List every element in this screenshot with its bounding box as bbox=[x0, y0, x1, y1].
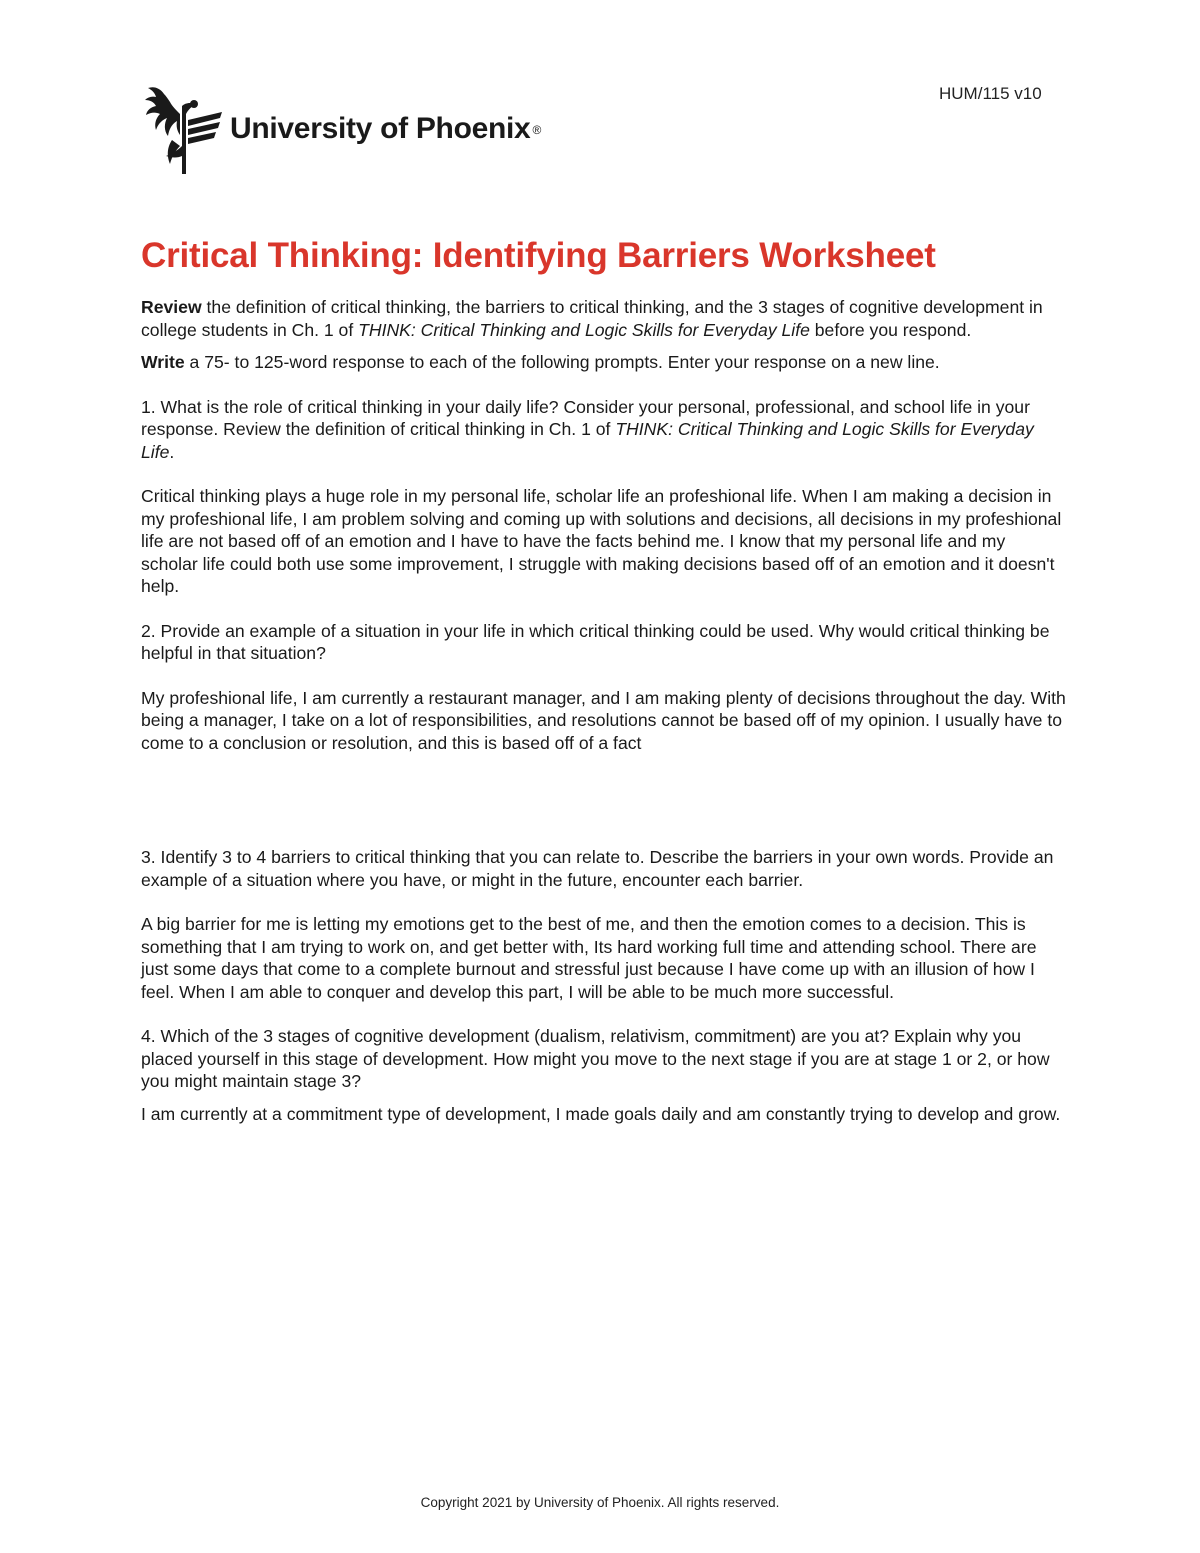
review-instruction: Review the definition of critical thinking, the barriers to critical thinking, and the 3 stages of cognitive development in college students in Ch. 1 of THINK: Critical Thinking and Logic Skills for Everyday Life before you respond. bbox=[141, 297, 1043, 340]
logo-wordmark: University of Phoenix ® bbox=[230, 112, 541, 145]
prompt-1: 1. What is the role of critical thinking in your daily life? Consider your personal, professional, and school life in your response. Review the definition of critical thinking in Ch. 1 of THINK: Critical Thinking and Logic Skills for Everyday Life. bbox=[141, 396, 1034, 462]
university-logo bbox=[142, 84, 541, 178]
response-4: I am currently at a commitment type of development, I made goals daily and am constantly trying to develop and grow. bbox=[141, 1103, 1061, 1124]
copyright-footer: Copyright 2021 by University of Phoenix. All rights reserved. bbox=[420, 1495, 780, 1510]
response-2: My profeshional life, I am currently a restaurant manager, and I am making plenty of decisions throughout the day. With being a manager, I take on a lot of responsibilities, and resolutions cannot be based off of my opinion. I usually have to come to a conclusion or resolution, and this is based off of a fact bbox=[141, 687, 1066, 753]
prompt-2: 2. Provide an example of a situation in your life in which critical thinking could be used. Why would critical thinking be helpful in that situation? bbox=[141, 620, 1050, 663]
phoenix-icon bbox=[142, 84, 224, 178]
prompt-4: 4. Which of the 3 stages of cognitive development (dualism, relativism, commitment) are you at? Explain why you placed yourself in this stage of development. How might you move to the next stage if you are at stage 1 or 2, or how you might maintain stage 3? bbox=[141, 1026, 1050, 1091]
response-1: Critical thinking plays a huge role in my personal life, scholar life an profeshional life. When I am making a decision in my profeshional life, I am problem solving and coming up with solutions and decisions, all decisions in my profeshional life are not based off of an emotion and I have to have the facts behind me. I know that my personal life and my scholar life could both use some improvement, I struggle with making decisions based off of an emotion and it doesn't help. bbox=[141, 486, 1062, 596]
prompt-3: 3. Identify 3 to 4 barriers to critical thinking that you can relate to. Describe the barriers in your own words. Provide an example of a situation where you have, or might in the future, encounter each barrier. bbox=[141, 847, 1054, 890]
write-instruction: Write a 75- to 125-word response to each of the following prompts. Enter your response on a new line. bbox=[141, 352, 940, 372]
worksheet-body bbox=[141, 296, 1066, 1125]
course-code: HUM/115 v10 bbox=[939, 84, 1042, 103]
worksheet-title: Critical Thinking: Identifying Barriers Worksheet bbox=[141, 236, 936, 275]
response-3: A big barrier for me is letting my emotions get to the best of me, and then the emotion comes to a decision. This is something that I am trying to work on, and get better with, Its hard working full time and attending school. There are just some days that come to a complete burnout and stressful just because I have come up with an illusion of how I feel. When I am able to conquer and develop this part, I will be able to be much more successful. bbox=[141, 914, 1037, 1002]
